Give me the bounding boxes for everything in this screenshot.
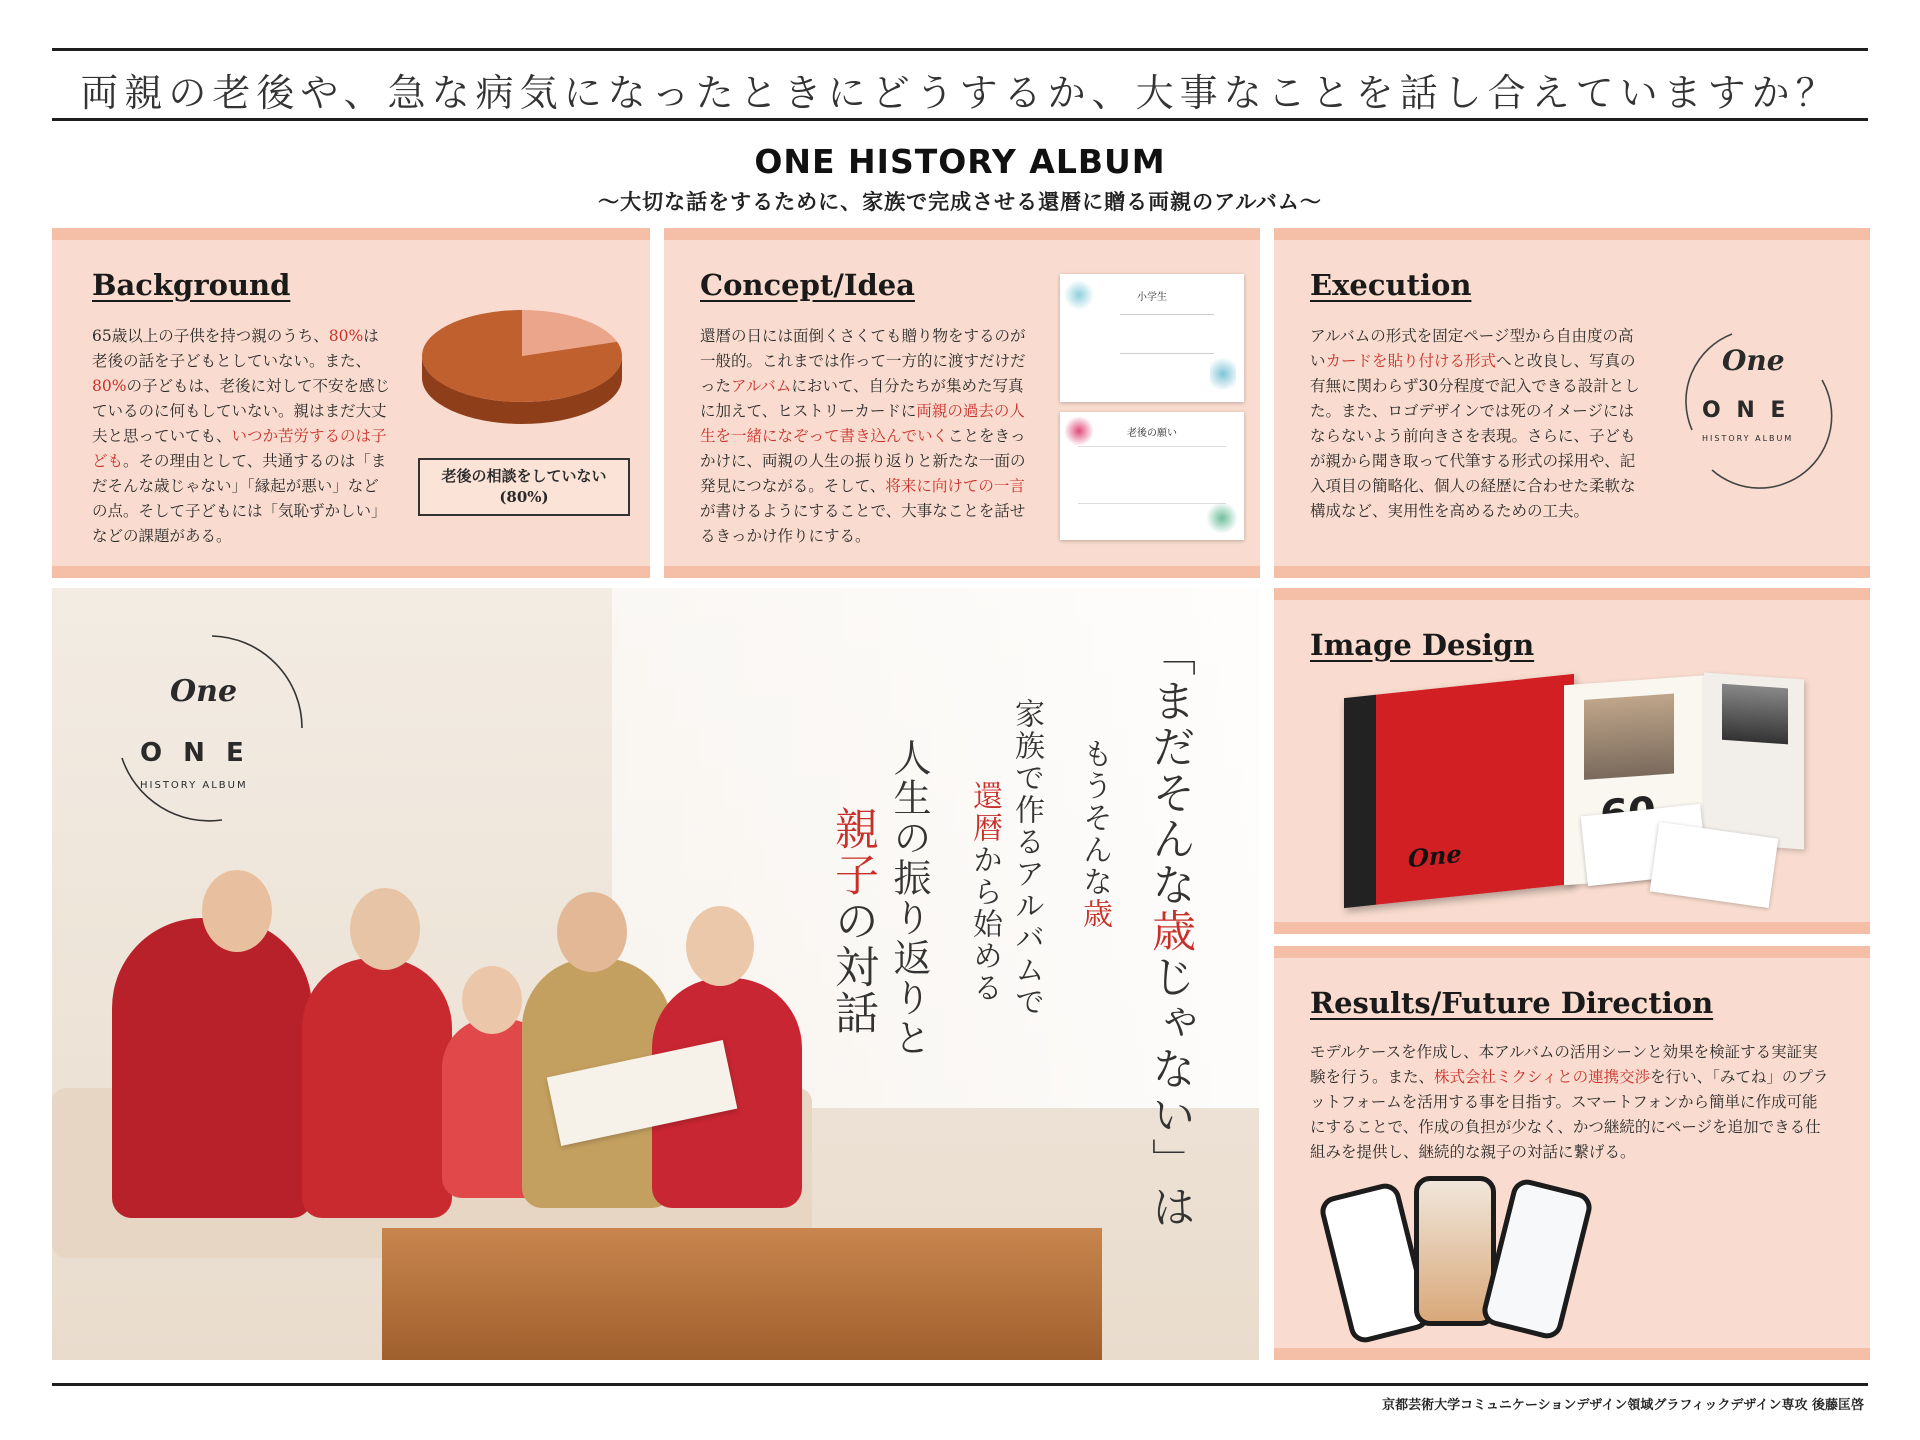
hero-logo-sub: HISTORY ALBUM bbox=[140, 780, 248, 791]
pie-chart bbox=[412, 300, 632, 440]
execution-title: Execution bbox=[1310, 268, 1472, 302]
table bbox=[382, 1228, 1102, 1360]
highlight-text: カードを貼り付ける形式 bbox=[1325, 352, 1497, 370]
text-segment: を行い、「みてね」のプラットフォームを活用する事を目指す。スマートフォンから簡単に作成可能にすることで、作成の負担が少なく、かつ継続的にページを追加できる仕組みを提供し、継続的な親子の対話に繋げる。 bbox=[1310, 1068, 1829, 1161]
highlight-text: 株式会社ミクシィとの連携交渉 bbox=[1434, 1068, 1651, 1086]
hero-logo-main: O N E bbox=[140, 738, 250, 768]
logo-main: O N E bbox=[1702, 398, 1790, 423]
text-segment: 「まだそんな bbox=[1144, 632, 1195, 908]
card-watercolor-2 bbox=[1064, 416, 1094, 446]
highlight-text: アルバム bbox=[731, 377, 792, 395]
card-lines bbox=[1120, 314, 1214, 354]
highlight-text: 歳 bbox=[1144, 908, 1195, 954]
text-segment: モデルケースを作成し、本アルバムの活用シーンと効果を検証する実証実験を行う。また、 bbox=[1310, 1043, 1818, 1086]
pie-label-line2: (80%) bbox=[499, 488, 549, 506]
bottom-rule bbox=[52, 1383, 1868, 1386]
image-design-title: Image Design bbox=[1310, 628, 1535, 662]
card-watercolor-left bbox=[1064, 280, 1094, 310]
person-grandmother-head bbox=[350, 888, 420, 970]
card-watercolor bbox=[1210, 354, 1236, 394]
person-grandmother bbox=[302, 958, 452, 1218]
hero-copy-line3 bbox=[1004, 698, 1048, 1018]
person-grandfather-head bbox=[202, 870, 272, 952]
text-segment: 人生の振り返りと bbox=[887, 738, 931, 1058]
person-mother-head bbox=[686, 906, 754, 986]
highlight-text: 両親の過去の人生を一緒になぞって書き込んでいく bbox=[700, 402, 1025, 445]
hero-copy-line1 bbox=[1137, 632, 1201, 1230]
tagline: 〜大切な話をするために、家族で完成させる還暦に贈る両親のアルバム〜 bbox=[598, 189, 1322, 214]
results-panel bbox=[1274, 946, 1870, 1360]
text-segment: ことをきっかけに、両親の人生の振り返りと新たな一面の発見につながる。そして、 bbox=[700, 427, 1026, 495]
history-card-bottom bbox=[1060, 412, 1244, 540]
logo-sub: HISTORY ALBUM bbox=[1702, 434, 1794, 443]
background-panel bbox=[52, 228, 650, 578]
logo-script: One bbox=[1722, 344, 1785, 377]
highlight-text: 80% bbox=[328, 327, 364, 345]
hero-logo bbox=[112, 628, 312, 828]
text-segment: の子どもは、老後に対して不安を感じているのに何もしていない。親はまだ大丈夫と思っていても、 bbox=[92, 377, 390, 445]
pie-label-line1: 老後の相談をしていない bbox=[441, 467, 607, 485]
text-segment: は老後の話を子どもとしていない。また、 bbox=[92, 327, 379, 370]
background-text bbox=[92, 324, 390, 549]
concept-text bbox=[700, 324, 1036, 549]
brand-title: ONE HISTORY ALBUM bbox=[754, 142, 1166, 181]
album-bw-photo bbox=[1722, 684, 1788, 745]
background-title: Background bbox=[92, 268, 291, 302]
text-segment: へと改良し、写真の有無に関わらず30分程度で記入できる設計とした。また、ロゴデザインでは死のイメージにはならないよう前向きさを表現。さらに、子どもが親から聞き取って代筆する形式の採用や、記入項目の簡略化、個人の経歴に合わせた柔軟な構成など、実用性を高めるための工夫。 bbox=[1310, 352, 1640, 520]
hero-copy-line4 bbox=[962, 780, 1006, 1004]
album-right-page bbox=[1704, 673, 1804, 850]
footer-credit: 京都芸術大学コミュニケーションデザイン領域グラフィックデザイン専攻 後藤匡啓 bbox=[1382, 1398, 1864, 1413]
concept-title: Concept/Idea bbox=[700, 268, 915, 302]
hero-logo-arc-icon bbox=[112, 628, 312, 828]
album-cover bbox=[1344, 674, 1574, 908]
highlight-text: 還暦 bbox=[967, 780, 1002, 844]
album-cover-logo: One bbox=[1408, 838, 1462, 874]
highlight-text: 将来に向けての一言 bbox=[885, 477, 1025, 495]
text-segment: 家族で作るアルバムで bbox=[1009, 698, 1044, 1018]
person-child-head bbox=[462, 966, 522, 1034]
card-bottom-title: 老後の願い bbox=[1127, 428, 1177, 439]
text-segment: 還暦の日には面倒くさくても贈り物をするのが一般的。これまでは作って一方的に渡すだけだった bbox=[700, 327, 1026, 395]
concept-panel bbox=[664, 228, 1260, 578]
results-text bbox=[1310, 1040, 1830, 1165]
highlight-text: 80% bbox=[92, 377, 127, 395]
text-segment: から始める bbox=[967, 844, 1002, 1004]
hero-copy-line6 bbox=[820, 806, 884, 1036]
image-design-panel bbox=[1274, 588, 1870, 934]
text-segment: において、自分たちが集めた写真に加えて、ヒストリーカードに bbox=[700, 377, 1024, 420]
execution-panel bbox=[1274, 228, 1870, 578]
hero-copy-line2 bbox=[1072, 738, 1116, 930]
results-title: Results/Future Direction bbox=[1310, 986, 1714, 1020]
hero-copy-line5 bbox=[882, 738, 937, 1058]
text-segment: もうそんな bbox=[1077, 738, 1112, 898]
headline-rule bbox=[52, 118, 1868, 121]
execution-logo bbox=[1672, 320, 1842, 490]
top-rule bbox=[52, 48, 1868, 51]
highlight-text: 歳 bbox=[1077, 898, 1112, 930]
hero-image bbox=[52, 588, 1259, 1360]
person-grandfather bbox=[112, 918, 312, 1218]
text-segment: が書けるようにすることで、大事なことを話せるきっかけ作りにする。 bbox=[700, 502, 1026, 545]
text-segment: の対話 bbox=[827, 898, 878, 1036]
card-top-title: 小学生 bbox=[1137, 292, 1167, 303]
headline: 両親の老後や、急な病気になったときにどうするか、大事なことを話し合えていますか？ bbox=[80, 71, 1840, 115]
execution-text bbox=[1310, 324, 1644, 524]
history-card-top bbox=[1060, 274, 1244, 402]
highlight-text: いつか苦労するのは子ども bbox=[92, 427, 387, 470]
pie-label bbox=[418, 458, 630, 516]
hero-logo-script: One bbox=[170, 674, 238, 709]
album-family-photo bbox=[1584, 694, 1674, 780]
phone-3 bbox=[1479, 1176, 1595, 1341]
text-segment: アルバムの形式を固定ページ型から自由度の高い bbox=[1310, 327, 1634, 370]
card-lines-2 bbox=[1078, 446, 1226, 504]
text-segment: 。その理由として、共通するのは「まだそんな歳じゃない」「縁起が悪い」などの点。そして子どもには「気恥ずかしい」などの課題がある。 bbox=[92, 452, 387, 545]
card-watercolor-3 bbox=[1206, 502, 1238, 534]
highlight-text: 親子 bbox=[827, 806, 878, 898]
person-father-head bbox=[557, 892, 627, 972]
text-segment: 65歳以上の子供を持つ親のうち、 bbox=[92, 327, 329, 345]
text-segment: じゃない」は bbox=[1144, 954, 1195, 1230]
